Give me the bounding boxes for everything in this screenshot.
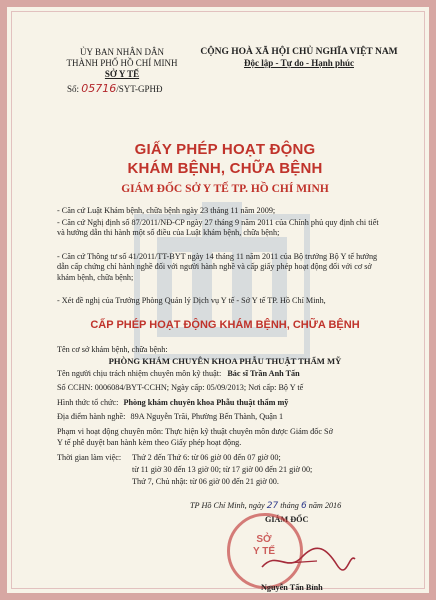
basis-item-2: - Căn cứ Nghị định số 87/2011/NĐ-CP ngày 27 tháng 9 năm 2011 của Chính phủ quy định chi tiết và hướng dẫn thi hành một số điều của Luật khám bệnh, chữa bệnh; (57, 218, 379, 238)
document-number-suffix: /SYT-GPHĐ (116, 84, 163, 94)
date-day: 27 (266, 501, 279, 511)
national-motto: Độc lập - Tự do - Hạnh phúc (243, 58, 354, 68)
authority-line-3: SỞ Y TẾ (104, 69, 140, 79)
national-name: CỘNG HOÀ XÃ HỘI CHỦ NGHĨA VIỆT NAM (200, 47, 398, 57)
scope-line-2: Y tế phê duyệt ban hành kèm theo Giấy phép hoạt động. (57, 438, 242, 447)
date-year: năm 2016 (308, 501, 342, 510)
address-label: Địa điểm hành nghề: (57, 412, 126, 421)
basis-item-1: - Căn cứ Luật Khám bệnh, chữa bệnh ngày 23 tháng 11 năm 2009; (57, 206, 276, 215)
director-heading: GIÁM ĐỐC SỞ Y TẾ TP. HỒ CHÍ MINH (121, 183, 329, 195)
responsible-label: Tên người chịu trách nhiệm chuyên môn kỹ thuật: (57, 369, 222, 378)
signer-role: GIÁM ĐỐC (265, 515, 309, 524)
document-title-line-2: KHÁM BỆNH, CHỮA BỆNH (127, 160, 323, 177)
responsible-person (57, 369, 300, 378)
responsible-value: Bác sĩ Trần Anh Tấn (227, 369, 300, 378)
date-month-word: tháng (280, 501, 299, 510)
seal-text-line-2: Y TẾ (252, 546, 276, 557)
basis-item-4: - Xét đề nghị của Trưởng Phòng Quản lý Dịch vụ Y tế - Sở Y tế TP. Hồ Chí Minh, (57, 296, 326, 305)
seal-text-line-1: SỞ (256, 534, 272, 545)
facility-name-value: PHÒNG KHÁM CHUYÊN KHOA PHẪU THUẬT THẨM MỸ (108, 356, 342, 366)
permit-heading: CẤP PHÉP HOẠT ĐỘNG KHÁM BỆNH, CHỮA BỆNH (90, 319, 360, 331)
document-title-line-1: GIẤY PHÉP HOẠT ĐỘNG (134, 141, 316, 158)
hours-line-2: từ 11 giờ 30 đến 13 giờ 00; từ 17 giờ 00 đến 21 giờ 00; (132, 465, 313, 474)
form-value: Phòng khám chuyên khoa Phẫu thuật thẩm mỹ (123, 398, 289, 407)
date-month: 6 (300, 501, 307, 511)
basis-item-3: - Căn cứ Thông tư số 41/2011/TT-BYT ngày 14 tháng 11 năm 2011 của Bộ trưởng Bộ Y tế hướng dẫn cấp chứng chỉ hành nghề đối với người hành nghề và cấp giấy phép hoạt động đối với cơ sở khám bệnh, chữa bệnh; (57, 252, 378, 282)
working-hours-row-1 (57, 453, 121, 462)
document-number (67, 82, 162, 95)
signer-name: Nguyễn Tấn Bỉnh (261, 583, 323, 592)
scope-line-1: Phạm vi hoạt động chuyên môn: Thực hiện kỹ thuật chuyên môn được Giám đốc Sở (57, 427, 333, 436)
practice-certificate: Số CCHN: 0006084/BYT-CCHN; Ngày cấp: 05/09/2013; Nơi cấp: Bộ Y tế (57, 383, 304, 392)
document-number-value: 05716 (81, 82, 117, 95)
national-heading (181, 47, 417, 69)
signature-mark-icon (257, 545, 357, 575)
authority-line-2: THÀNH PHỐ HỒ CHÍ MINH (66, 58, 178, 68)
place-and-date (190, 501, 341, 511)
place-date-prefix: TP Hồ Chí Minh, ngày (190, 501, 265, 510)
document-number-prefix: Số: (67, 84, 80, 94)
facility-name-label: Tên cơ sở khám bệnh, chữa bệnh: (57, 345, 168, 354)
issuing-authority (47, 47, 197, 80)
hours-line-3: Thứ 7, Chủ nhật: từ 06 giờ 00 đến 21 giờ 00. (132, 477, 279, 486)
authority-line-1: ỦY BAN NHÂN DÂN (80, 47, 164, 57)
hours-line-1: Thứ 2 đến Thứ 6: từ 06 giờ 00 đến 07 giờ 00; (132, 453, 281, 462)
address-value: 89A Nguyễn Trãi, Phường Bến Thành, Quận 1 (130, 412, 284, 421)
organization-form (57, 398, 288, 407)
hours-label: Thời gian làm việc: (57, 453, 122, 462)
practice-address (57, 412, 283, 421)
form-label: Hình thức tổ chức: (57, 398, 119, 407)
